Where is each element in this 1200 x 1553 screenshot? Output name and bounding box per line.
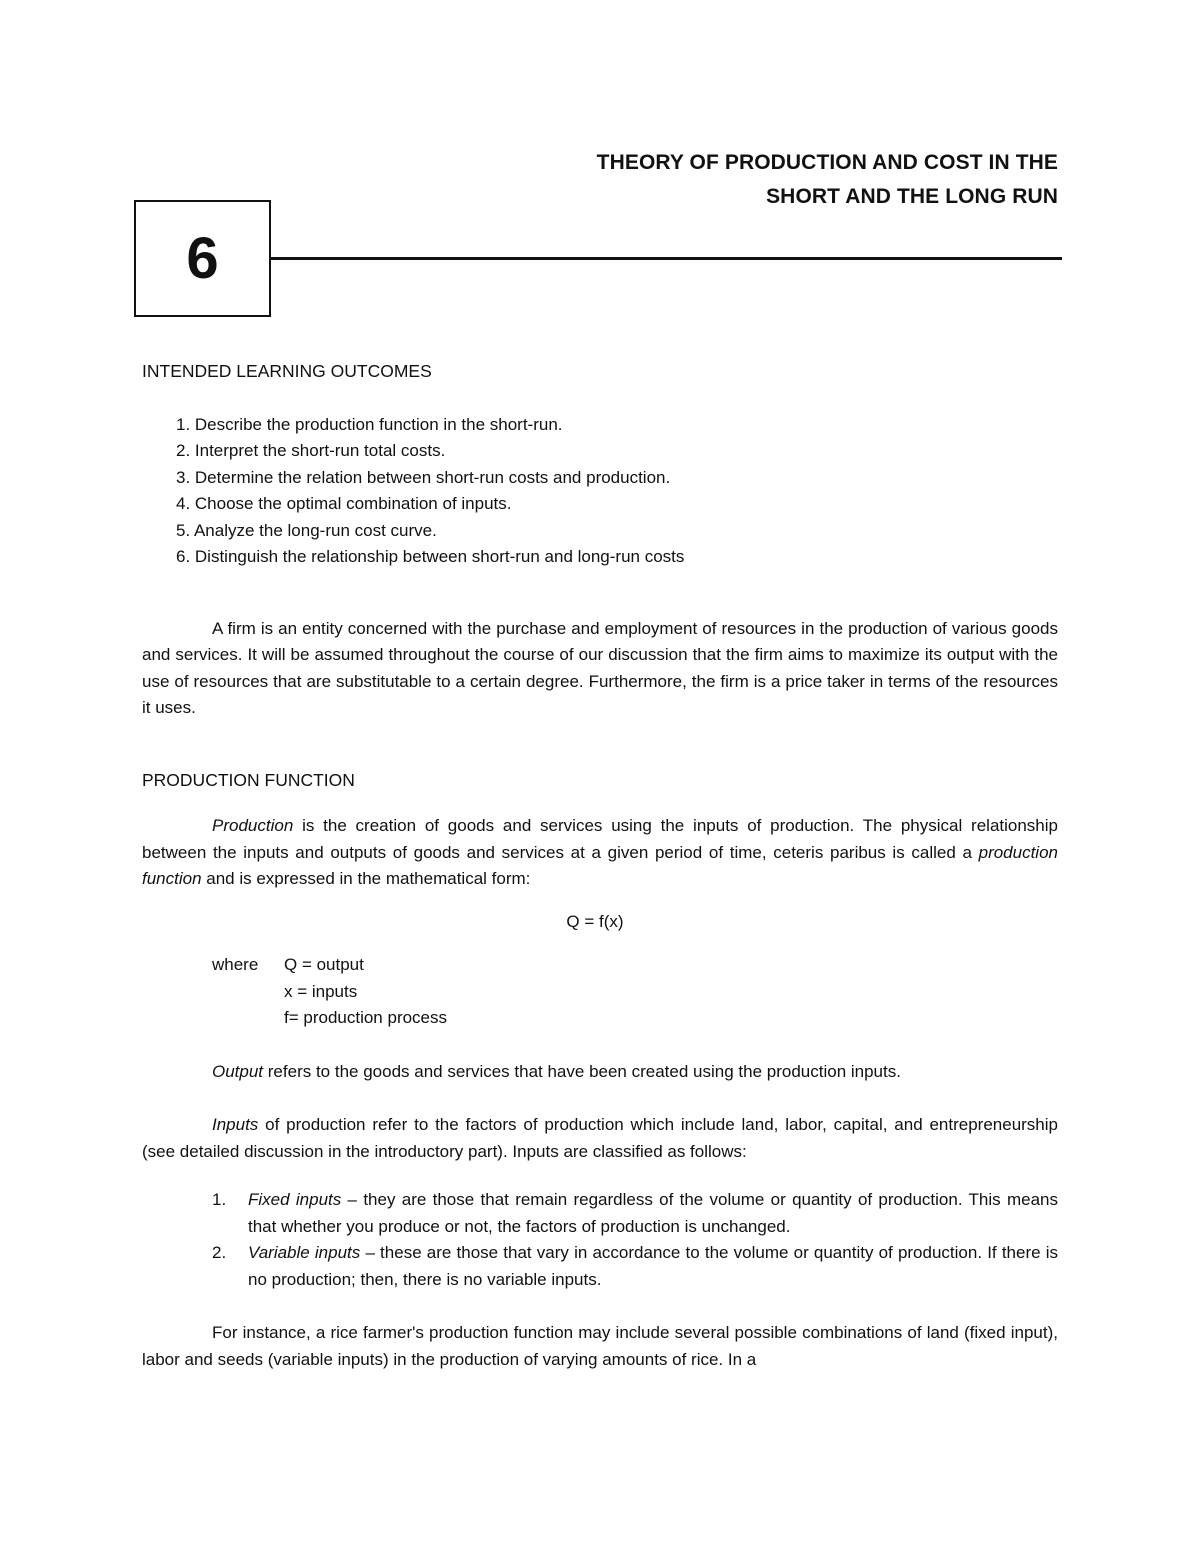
production-definition-text-b: and is expressed in the mathematical form: bbox=[201, 869, 531, 888]
production-term: Production bbox=[212, 816, 294, 835]
ilo-item-6: 6. Distinguish the relationship between short-run and long-run costs bbox=[176, 547, 685, 566]
production-definition-text-a: is the creation of goods and services using the inputs of production. The physical relationship between the inputs and outputs of goods and services at a given period of time, ceteris paribus is called a bbox=[142, 816, 1058, 862]
ilo-heading: INTENDED LEARNING OUTCOMES bbox=[142, 361, 432, 381]
production-formula: Q = f(x) bbox=[566, 911, 624, 931]
ilo-item-4: 4. Choose the optimal combination of inputs. bbox=[176, 494, 512, 513]
output-text: refers to the goods and services that have been created using the production inputs. bbox=[263, 1061, 901, 1081]
fixed-inputs-term: Fixed inputs bbox=[248, 1190, 342, 1209]
variable-inputs-text: – these are those that vary in accordance to the volume or quantity of production. If there is no production; then, there is no variable inputs. bbox=[248, 1243, 1059, 1289]
where-q: Q = output bbox=[284, 955, 364, 974]
output-paragraph bbox=[142, 1059, 1058, 1086]
inputs-text: of production refer to the factors of production which include land, labor, capital, and entrepreneurship (see detailed discussion in the introductory part). Inputs are classified as follows: bbox=[142, 1115, 1058, 1161]
where-label: where bbox=[212, 955, 259, 974]
fixed-inputs-text: – they are those that remain regardless of the volume or quantity of production. This means that whether you produce or not, the factors of production is unchanged. bbox=[248, 1190, 1058, 1236]
intro-paragraph: A firm is an entity concerned with the purchase and employment of resources in the production of various goods and services. It will be assumed throughout the course of our discussion that the firm aims to maximize its output with the use of resources that are substitutable to a certain degree. Furthermore, the firm is a price taker in terms of the resources it uses. bbox=[142, 618, 1058, 717]
production-definition-paragraph bbox=[142, 813, 1058, 893]
ilo-item-3: 3. Determine the relation between short-run costs and production. bbox=[176, 467, 671, 487]
ilo-item-2: 2. Interpret the short-run total costs. bbox=[176, 441, 446, 460]
output-term: Output bbox=[212, 1061, 264, 1081]
chapter-title-line-1: THEORY OF PRODUCTION AND COST IN THE bbox=[596, 151, 1058, 174]
instance-paragraph: For instance, a rice farmer's production function may include several possible combinations of land (fixed input), labor and seeds (variable inputs) in the production of varying amounts of rice. In a bbox=[142, 1323, 1058, 1369]
chapter-title-line-2: SHORT AND THE LONG RUN bbox=[766, 185, 1058, 208]
chapter-divider-rule bbox=[270, 257, 1062, 260]
variable-inputs-term: Variable inputs bbox=[248, 1243, 361, 1262]
where-x: x = inputs bbox=[284, 981, 358, 1001]
chapter-number: 6 bbox=[186, 226, 219, 291]
chapter-number-box bbox=[134, 200, 271, 317]
document-body bbox=[142, 358, 1058, 1373]
inputs-term: Inputs bbox=[212, 1115, 259, 1134]
formula-legend bbox=[142, 952, 1058, 1032]
ilo-item-1: 1. Describe the production function in the short-run. bbox=[176, 414, 563, 434]
input-classification-list bbox=[142, 1187, 1058, 1293]
list-item-number: 2. bbox=[212, 1243, 227, 1262]
production-function-term: production function bbox=[142, 842, 1058, 888]
list-item-number: 1. bbox=[212, 1190, 227, 1209]
list-item bbox=[212, 1240, 1058, 1293]
inputs-paragraph bbox=[142, 1112, 1058, 1165]
ilo-list bbox=[142, 412, 1058, 571]
production-function-heading: PRODUCTION FUNCTION bbox=[142, 769, 355, 790]
ilo-item-5: 5. Analyze the long-run cost curve. bbox=[176, 520, 437, 540]
where-f: f= production process bbox=[284, 1008, 448, 1027]
list-item bbox=[212, 1187, 1058, 1240]
chapter-title bbox=[597, 146, 1058, 214]
